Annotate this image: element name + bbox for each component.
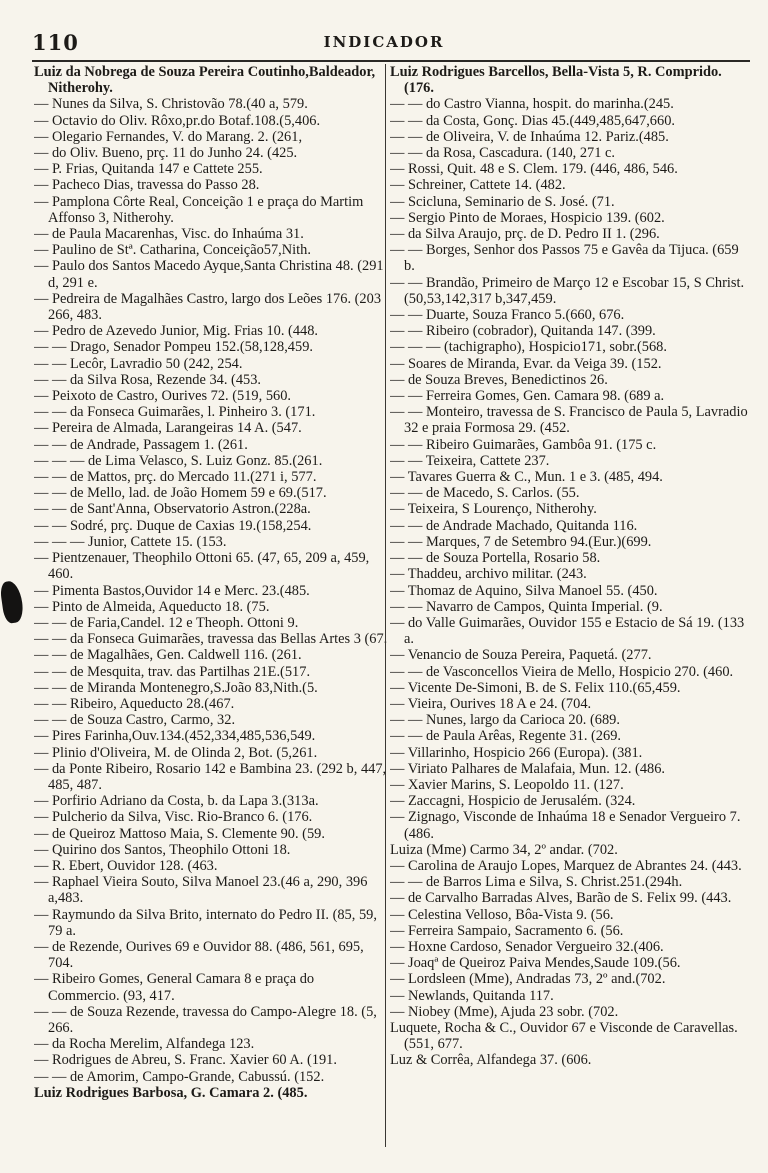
left-column [34, 64, 388, 1101]
directory-entry: — — de Magalhães, Gen. Caldwell 116. (261. [34, 647, 302, 664]
directory-entry: — — da Costa, Gonç. Dias 45.(449,485,647,660. [390, 112, 675, 129]
directory-entry: — — de Macedo, S. Carlos. (55. [390, 485, 580, 502]
directory-entry: — Soares de Miranda, Evar. da Veiga 39. (152. [390, 355, 662, 372]
directory-entry: — — de Souza Portella, Rosario 58. [390, 550, 601, 567]
directory-entry: — — de Miranda Montenegro,S.João 83,Nith.(5. [34, 679, 318, 696]
directory-entry: — — de Faria,Candel. 12 e Theoph. Ottoni 9. [34, 614, 299, 631]
directory-entry: Luiz da Nobrega de Souza Pereira Coutinho,Baldeador, Nitherohy. [34, 64, 376, 97]
directory-entry: — Paulino de Stª. Catharina, Conceição57,Nith. [34, 242, 311, 259]
directory-entry: — — Navarro de Campos, Quinta Imperial. (9. [390, 598, 663, 615]
directory-entry: — — — de Lima Velasco, S. Luiz Gonz. 85.(261. [34, 452, 323, 469]
directory-entry: — Pulcherio da Silva, Visc. Rio-Branco 6. (176. [34, 809, 313, 826]
directory-entry: — — Ferreira Gomes, Gen. Camara 98. (689 a. [390, 388, 665, 405]
directory-entry: — Olegario Fernandes, V. do Marang. 2. (261, [34, 128, 303, 145]
directory-entry: — Hoxne Cardoso, Senador Vergueiro 32.(406. [390, 938, 664, 955]
directory-entry: — Ribeiro Gomes, General Camara 8 e praça do Commercio. (93, 417. [34, 971, 315, 1004]
directory-entry: — Raphael Vieira Souto, Silva Manoel 23.(46 a, 290, 396 a,483. [34, 874, 368, 907]
directory-entry: — Peixoto de Castro, Ourives 72. (519, 560. [34, 388, 292, 405]
directory-entry: — da Silva Araujo, prç. de D. Pedro II 1. (296. [390, 226, 660, 243]
directory-entry: — da Ponte Ribeiro, Rosario 142 e Bambina 23. (292 b, 447, 485, 487. [34, 760, 387, 793]
directory-entry: — — de Andrade, Passagem 1. (261. [34, 436, 248, 453]
directory-entry: — — Nunes, largo da Carioca 20. (689. [390, 712, 620, 729]
directory-entry: — de Rezende, Ourives 69 e Ouvidor 88. (486, 561, 695, 704. [34, 938, 364, 972]
directory-entry: — Lordsleen (Mme), Andradas 73, 2º and.(702. [390, 971, 666, 988]
column-divider [385, 64, 386, 1147]
directory-entry: — — da Fonseca Guimarães, l. Pinheiro 3. (171. [34, 404, 316, 421]
directory-entry: — P. Frias, Quitanda 147 e Cattete 255. [34, 161, 263, 178]
directory-entry: — Newlands, Quitanda 117. [390, 987, 554, 1004]
directory-entry: — da Rocha Merelim, Alfandega 123. [34, 1036, 255, 1053]
directory-entry: — — Teixeira, Cattete 237. [390, 452, 550, 469]
directory-entry: — Vicente De-Simoni, B. de S. Felix 110.(65,459. [390, 679, 681, 696]
directory-entry: — — Brandão, Primeiro de Março 12 e Escobar 15, S Christ.(50,53,142,317 b,347,459. [390, 274, 745, 307]
directory-entry: — Venancio de Souza Pereira, Paquetá. (277. [390, 647, 652, 664]
directory-entry: — do Valle Guimarães, Ouvidor 155 e Estacio de Sá 19. (133 a. [390, 614, 745, 648]
directory-entry: — — Marques, 7 de Setembro 94.(Eur.)(699. [390, 533, 652, 550]
directory-entry: — — Ribeiro, Aqueducto 28.(467. [34, 695, 235, 712]
directory-entry: — — Monteiro, travessa de S. Francisco de Paula 5, Lavradio 32 e praia Formosa 29. (452. [390, 404, 748, 437]
directory-entry: — — de Mattos, prç. do Mercado 11.(271 i, 577. [34, 469, 317, 486]
margin-ink-blot [0, 580, 25, 624]
directory-entry: — Octavio do Oliv. Rôxo,pr.do Botaf.108.(5,406. [34, 112, 321, 129]
directory-entry: — — de Barros Lima e Silva, S. Christ.251.(294h. [390, 874, 683, 891]
directory-entry: — — Drago, Senador Pompeu 152.(58,128,459. [34, 339, 313, 356]
directory-entry: — — de Souza Rezende, travessa do Campo-Alegre 18. (5, 266. [34, 1003, 377, 1036]
directory-entry: — — — Junior, Cattete 15. (153. [34, 533, 227, 550]
directory-entry: — de Queiroz Mattoso Maia, S. Clemente 90. (59. [34, 825, 325, 842]
directory-entry: — — de Sant'Anna, Observatorio Astron.(228a. [34, 501, 311, 518]
running-head: INDICADOR [323, 33, 445, 51]
directory-entry: — Schreiner, Cattete 14. (482. [390, 177, 566, 194]
directory-entry: — — da Rosa, Cascadura. (140, 271 c. [390, 145, 616, 162]
directory-entry: — Plinio d'Oliveira, M. de Olinda 2, Bot. (5,261. [34, 744, 318, 761]
directory-entry: — — de Oliveira, V. de Inhaúma 12. Pariz.(485. [390, 128, 669, 145]
directory-entry: — Pacheco Dias, travessa do Passo 28. [34, 177, 260, 194]
directory-entry: — — — (tachigrapho), Hospicio171, sobr.(568. [390, 339, 667, 356]
directory-entry: — — Lecôr, Lavradio 50 (242, 254. [34, 355, 243, 372]
directory-entry: — Zignago, Visconde de Inhaúma 18 e Senador Vergueiro 7. (486. [390, 809, 741, 842]
directory-entry: — Scicluna, Seminario de S. José. (71. [390, 193, 615, 210]
directory-entry: Luiz Rodrigues Barcellos, Bella-Vista 5, R. Comprido. (176. [390, 64, 722, 97]
directory-entry: — Pamplona Côrte Real, Conceição 1 e praça do Martim Affonso 3, Nitherohy. [34, 193, 364, 226]
directory-entry: — Pientzenauer, Theophilo Ottoni 65. (47, 65, 209 a, 459, 460. [34, 550, 370, 583]
directory-entry: — — da Silva Rosa, Rezende 34. (453. [34, 371, 262, 388]
directory-entry: — Sergio Pinto de Moraes, Hospicio 139. (602. [390, 209, 665, 226]
directory-entry: Luquete, Rocha & C., Ouvidor 67 e Visconde de Caravellas. (551, 677. [390, 1019, 738, 1053]
directory-entry: — — de Paula Arêas, Regente 31. (269. [390, 728, 621, 745]
directory-entry: — Thomaz de Aquino, Silva Manoel 55. (450. [390, 582, 658, 599]
header-rule [32, 60, 750, 62]
directory-entry: — Zaccagni, Hospicio de Jerusalém. (324. [390, 793, 636, 810]
directory-entry: Luiz Rodrigues Barbosa, G. Camara 2. (485. [34, 1084, 308, 1101]
right-column [390, 64, 750, 1069]
directory-entry: — Pedreira de Magalhães Castro, largo dos Leões 176. (203 266, 483. [34, 290, 382, 324]
directory-entry: — — de Mesquita, trav. das Partilhas 21E.(517. [34, 663, 311, 680]
directory-entry: — Pimenta Bastos,Ouvidor 14 e Merc. 23.(485. [34, 582, 310, 599]
directory-entry: — — Duarte, Souza Franco 5.(660, 676. [390, 307, 625, 324]
directory-entry: — R. Ebert, Ouvidor 128. (463. [34, 857, 218, 874]
directory-entry: — Celestina Velloso, Bôa-Vista 9. (56. [390, 906, 614, 923]
directory-entry: — de Carvalho Barradas Alves, Barão de S. Felix 99. (443. [390, 890, 732, 907]
directory-entry: — — de Mello, lad. de João Homem 59 e 69.(517. [34, 485, 327, 502]
directory-entry: — Pereira de Almada, Larangeiras 14 A. (547. [34, 420, 302, 437]
directory-entry: — Niobey (Mme), Ajuda 23 sobr. (702. [390, 1003, 619, 1020]
directory-entry: — Carolina de Araujo Lopes, Marquez de Abrantes 24. (443. [390, 857, 742, 874]
directory-entry: — Pedro de Azevedo Junior, Mig. Frias 10. (448. [34, 323, 319, 340]
directory-entry: — Rossi, Quit. 48 e S. Clem. 179. (446, 486, 546. [390, 161, 678, 178]
directory-entry: — Xavier Marins, S. Leopoldo 11. (127. [390, 776, 624, 793]
directory-entry: — do Oliv. Bueno, prç. 11 do Junho 24. (425. [34, 145, 298, 162]
directory-entry: — — Borges, Senhor dos Passos 75 e Gavêa da Tijuca. (659 b. [390, 242, 739, 275]
directory-entry: Luiza (Mme) Carmo 34, 2º andar. (702. [390, 841, 618, 858]
directory-entry: — — de Andrade Machado, Quitanda 116. [390, 517, 638, 534]
directory-entry: — Raymundo da Silva Brito, internato do Pedro II. (85, 59, 79 a. [34, 906, 377, 939]
directory-entry: — Porfirio Adriano da Costa, b. da Lapa 3.(313a. [34, 793, 319, 810]
directory-entry: — — Ribeiro (cobrador), Quitanda 147. (399. [390, 323, 656, 340]
directory-entry: — — da Fonseca Guimarães, travessa das Bellas Artes 3 (67. [34, 631, 388, 648]
directory-entry: — — Sodré, prç. Duque de Caxias 19.(158,254. [34, 517, 312, 534]
directory-entry: — Vieira, Ourives 18 A e 24. (704. [390, 695, 592, 712]
directory-entry: — — Ribeiro Guimarães, Gambôa 91. (175 c. [390, 436, 657, 453]
directory-entry: — — de Vasconcellos Vieira de Mello, Hospicio 270. (460. [390, 663, 734, 680]
directory-entry: — de Souza Breves, Benedictinos 26. [390, 371, 608, 388]
directory-entry: — Paulo dos Santos Macedo Ayque,Santa Christina 48. (291 d, 291 e. [34, 258, 384, 291]
directory-entry: — Tavares Guerra & C., Mun. 1 e 3. (485, 494. [390, 469, 663, 486]
directory-entry: — Rodrigues de Abreu, S. Franc. Xavier 60 A. (191. [34, 1052, 337, 1069]
directory-entry: — Nunes da Silva, S. Christovão 78.(40 a, 579. [34, 96, 308, 113]
directory-entry: — Ferreira Sampaio, Sacramento 6. (56. [390, 922, 624, 939]
directory-entry: — Pinto de Almeida, Aqueducto 18. (75. [34, 598, 270, 615]
directory-entry: — Villarinho, Hospicio 266 (Europa). (381. [390, 744, 643, 761]
directory-entry: — Thaddeu, archivo militar. (243. [390, 566, 587, 583]
directory-entry: — de Paula Macarenhas, Visc. do Inhaúma 31. [34, 226, 304, 243]
directory-entry: — Teixeira, S Lourenço, Nitherohy. [390, 501, 597, 518]
directory-entry: Luz & Corrêa, Alfandega 37. (606. [390, 1052, 592, 1069]
directory-entry: — Joaqª de Queiroz Paiva Mendes,Saude 109.(56. [390, 955, 681, 972]
directory-entry: — Viriato Palhares de Malafaia, Mun. 12. (486. [390, 760, 666, 777]
page-number: 110 [32, 30, 79, 55]
directory-entry: — — de Amorim, Campo-Grande, Cabussú. (152. [34, 1068, 325, 1085]
directory-entry: — — do Castro Vianna, hospit. do marinha.(245. [390, 96, 674, 113]
directory-entry: — Quirino dos Santos, Theophilo Ottoni 18. [34, 841, 291, 858]
directory-entry: — — de Souza Castro, Carmo, 32. [34, 712, 236, 729]
directory-entry: — Pires Farinha,Ouv.134.(452,334,485,536,549. [34, 728, 316, 745]
